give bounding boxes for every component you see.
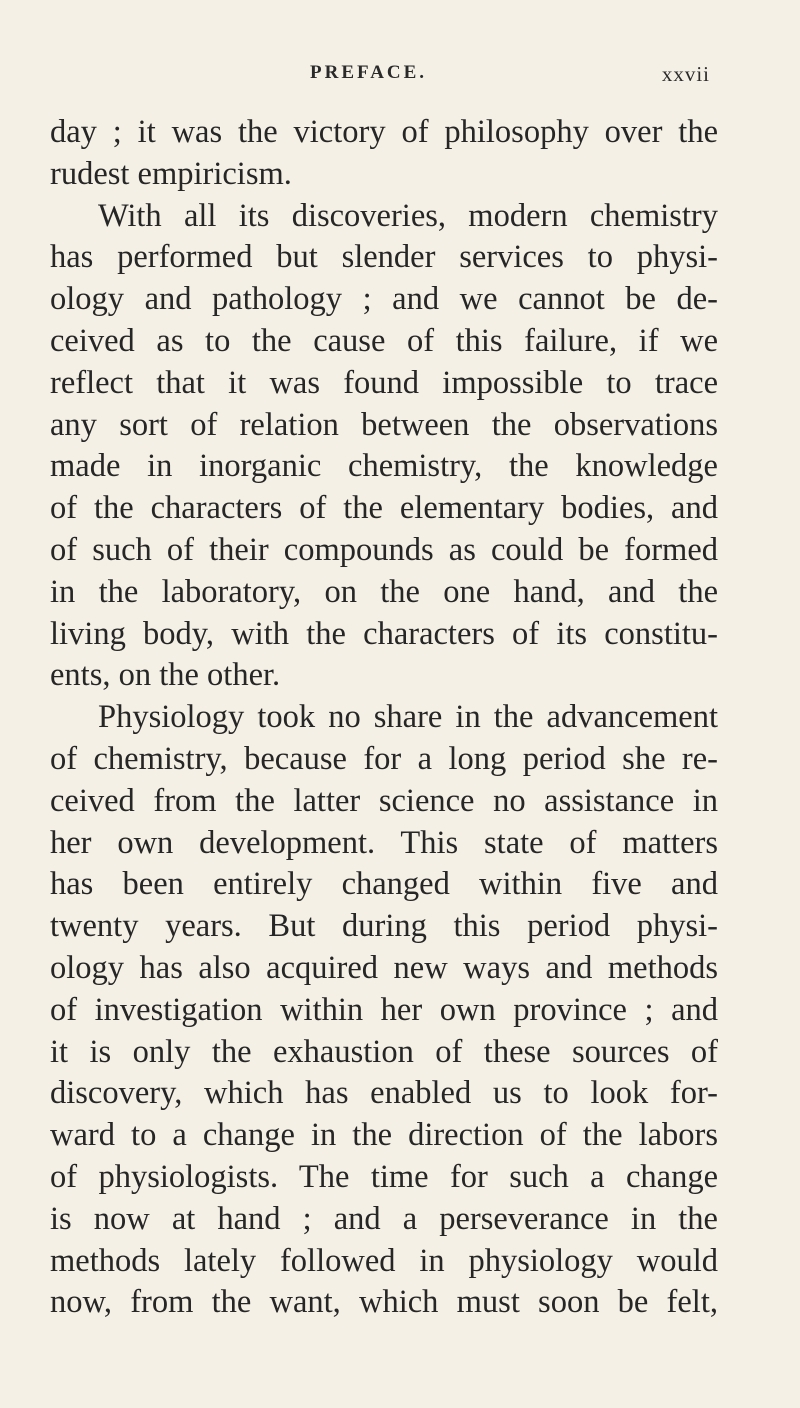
text-line: of physiologists. The time for such a change	[50, 1158, 718, 1195]
body-text	[50, 112, 718, 1324]
text-line: ology has also acquired new ways and methods	[50, 949, 718, 986]
text-line: Physiology took no share in the advancement	[98, 699, 718, 736]
text-line: of the characters of the elementary bodies, and	[50, 490, 718, 527]
text-line: With all its discoveries, modern chemistry	[98, 197, 718, 234]
running-title: PREFACE.	[310, 62, 428, 83]
text-line: it is only the exhaustion of these sources of	[50, 1033, 718, 1070]
text-line: her own development. This state of matters	[50, 824, 718, 861]
text-line: of investigation within her own province ; and	[50, 991, 718, 1028]
text-line: rudest empiricism.	[50, 155, 292, 192]
text-line: is now at hand ; and a perseverance in the	[50, 1200, 718, 1237]
page-number: xxvii	[661, 62, 710, 86]
text-line: any sort of relation between the observations	[50, 406, 718, 443]
text-line: ceived from the latter science no assistance in	[50, 782, 718, 819]
text-line: ceived as to the cause of this failure, if we	[50, 322, 718, 359]
text-line: of chemistry, because for a long period she re-	[50, 740, 718, 777]
text-line: ology and pathology ; and we cannot be de-	[50, 281, 718, 318]
text-line: of such of their compounds as could be formed	[50, 531, 718, 568]
text-line: living body, with the characters of its constitu-	[50, 615, 718, 652]
text-line: methods lately followed in physiology would	[50, 1242, 718, 1279]
text-line: now, from the want, which must soon be felt,	[50, 1284, 718, 1321]
text-line: twenty years. But during this period physi-	[50, 908, 718, 945]
text-line: reflect that it was found impossible to trace	[50, 364, 718, 401]
text-line: has been entirely changed within five and	[50, 866, 718, 903]
text-line: ward to a change in the direction of the labors	[50, 1117, 718, 1154]
text-line: made in inorganic chemistry, the knowledge	[50, 448, 718, 485]
text-line: discovery, which has enabled us to look for-	[50, 1075, 718, 1112]
running-head	[310, 62, 710, 88]
text-line: in the laboratory, on the one hand, and the	[50, 573, 718, 610]
text-line: ents, on the other.	[50, 657, 281, 694]
text-line: has performed but slender services to physi-	[50, 239, 718, 276]
text-line: day ; it was the victory of philosophy over the	[50, 114, 718, 150]
